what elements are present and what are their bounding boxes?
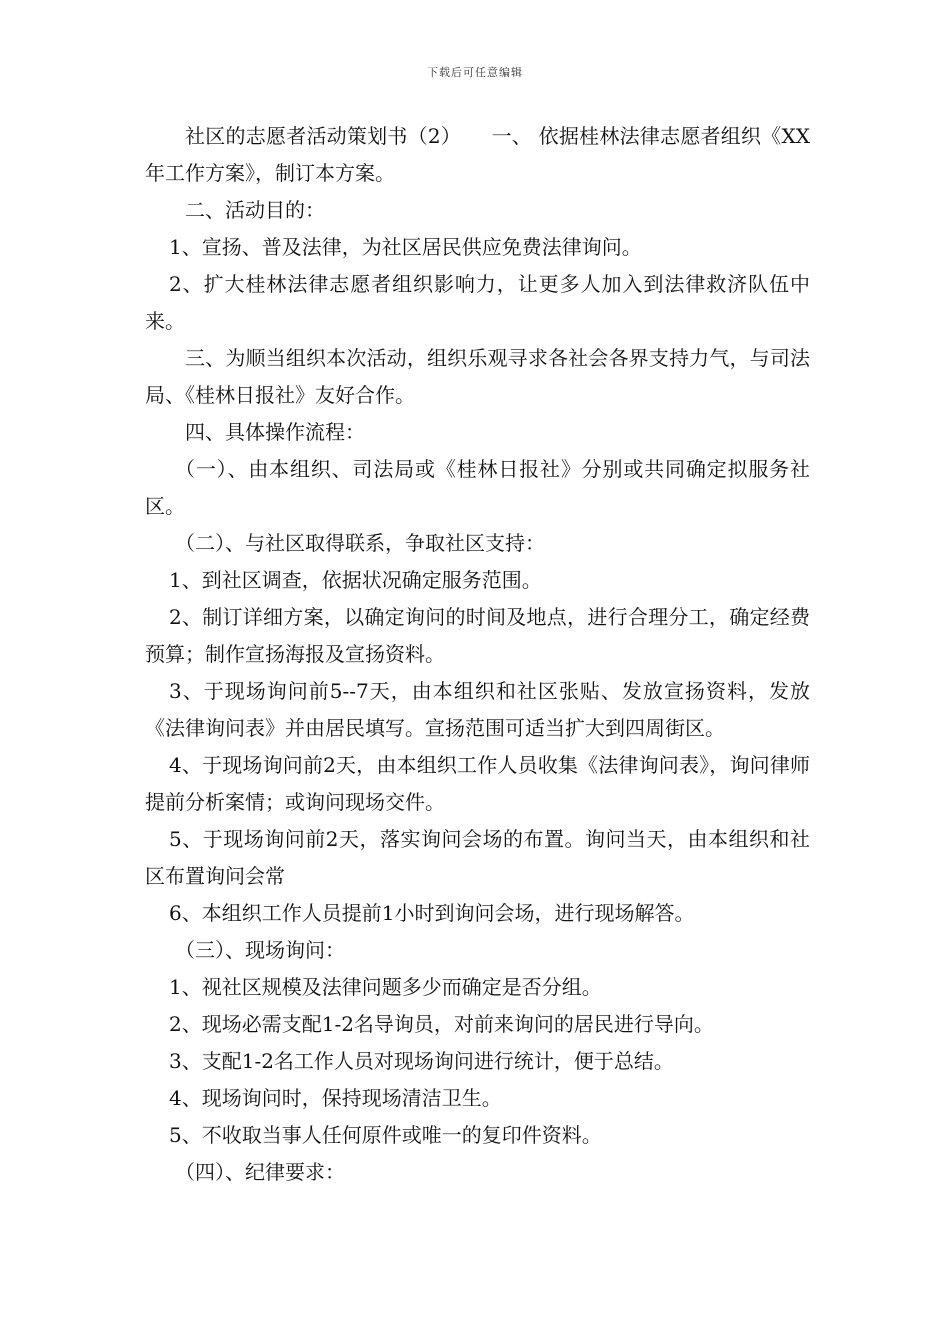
paragraph: 5、于现场询问前2天，落实询问会场的布置。询问当天，由本组织和社区布置询问会常 [145,827,810,888]
page-header: 下载后可任意编辑 [427,66,523,79]
paragraph: 1、视社区规模及法律问题多少而确定是否分组。 [169,975,602,999]
paragraph: 6、本组织工作人员提前1小时到询问会场，进行现场解答。 [169,901,695,925]
paragraph: 3、于现场询问前5--7天，由本组织和社区张贴、发放宣扬资料，发放《法律询问表》并由居民填写。宣扬范围可适当扩大到四周街区。 [145,679,810,740]
paragraph: 2、制订详细方案，以确定询问的时间及地点，进行合理分工，确定经费预算；制作宣扬海报及宣扬资料。 [145,605,810,666]
paragraph: 1、到社区调查，依据状况确定服务范围。 [169,568,542,592]
paragraph: 2、现场必需支配1-2名导询员，对前来询问的居民进行导向。 [169,1012,714,1036]
paragraph: （四）、纪律要求： [175,1160,345,1184]
document-body [145,118,810,1191]
paragraph: 1、宣扬、普及法律，为社区居民供应免费法律询问。 [169,235,642,259]
paragraph: 社区的志愿者活动策划书（2） 一、 依据桂林法律志愿者组织《XX年工作方案》，制订本方案。 [145,124,810,185]
paragraph: 3、支配1-2名工作人员对现场询问进行统计，便于总结。 [169,1049,674,1073]
paragraph: 4、于现场询问前2天，由本组织工作人员收集《法律询问表》，询问律师提前分析案情；或询问现场交件。 [145,753,810,814]
paragraph: 4、现场询问时，保持现场清洁卫生。 [169,1086,502,1110]
paragraph: 2、扩大桂林法律志愿者组织影响力，让更多人加入到法律救济队伍中来。 [145,272,810,333]
paragraph: 三、为顺当组织本次活动，组织乐观寻求各社会各界支持力气，与司法局、《桂林日报社》友好合作。 [145,346,810,407]
paragraph: （二）、与社区取得联系，争取社区支持： [175,531,545,555]
paragraph: 二、活动目的： [185,198,325,222]
paragraph: 四、具体操作流程： [185,420,365,444]
paragraph: （一）、由本组织、司法局或《桂林日报社》分别或共同确定拟服务社区。 [145,457,810,518]
paragraph: 5、不收取当事人任何原件或唯一的复印件资料。 [169,1123,602,1147]
paragraph: （三）、现场询问： [175,938,345,962]
